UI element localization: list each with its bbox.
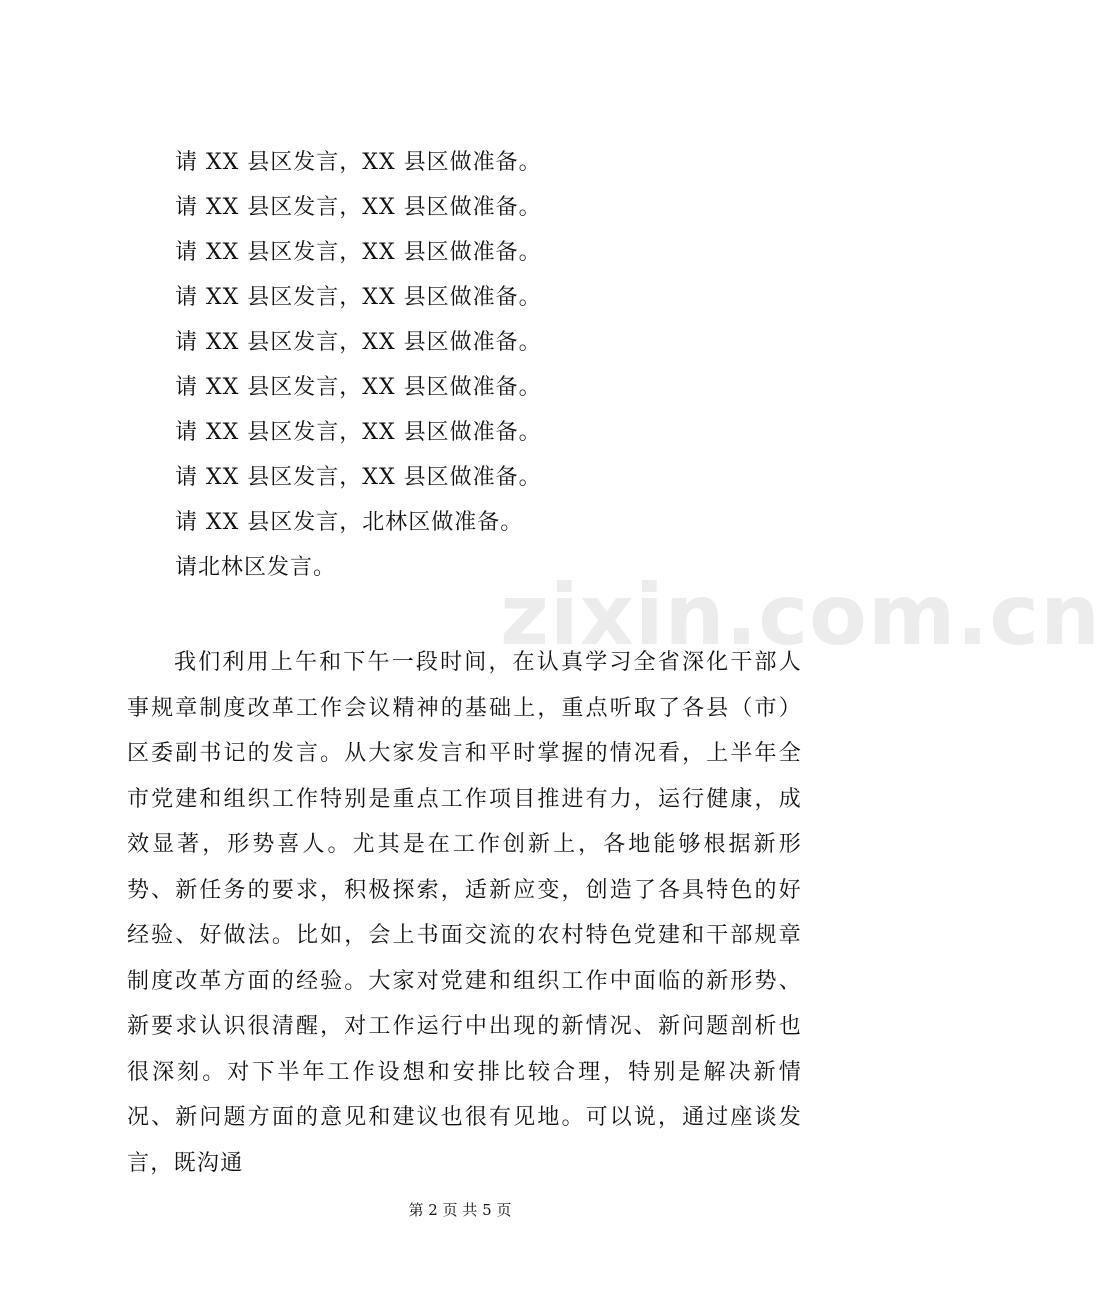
speaker-line: 请 XX 县区发言，XX 县区做准备。	[175, 150, 542, 175]
speaker-line: 请 XX 县区发言，XX 县区做准备。	[175, 375, 542, 400]
speaker-line: 请 XX 县区发言，北林区做准备。	[175, 510, 524, 535]
summary-paragraph: 我们利用上午和下午一段时间，在认真学习全省深化干部人事规章制度改革工作会议精神的基础上，重点听取了各县（市）区委副书记的发言。从大家发言和平时掌握的情况看，上半年全市党建和组织工作特别是重点工作项目推进有力，运行健康，成效显著，形势喜人。尤其是在工作创新上，各地能够根据新形势、新任务的要求，积极探索，适新应变，创造了各具特色的好经验、好做法。比如，会上书面交流的农村特色党建和干部规章制度改革方面的经验。大家对党建和组织工作中面临的新形势、新要求认识很清醒，对工作运行中出现的新情况、新问题剖析也很深刻。对下半年工作设想和安排比较合理，特别是解决新情况、新问题方面的意见和建议也很有见地。可以说，通过座谈发言，既沟通	[127, 650, 802, 1176]
watermark: zixin.com.cn	[500, 566, 1101, 664]
speaker-line: 请 XX 县区发言，XX 县区做准备。	[175, 240, 542, 265]
speaker-line: 请 XX 县区发言，XX 县区做准备。	[175, 195, 542, 220]
speaker-line: 请 XX 县区发言，XX 县区做准备。	[175, 285, 542, 310]
speaker-list	[175, 148, 815, 598]
page-footer: 第 2 页 共 5 页	[408, 1201, 512, 1219]
speaker-line: 请 XX 县区发言，XX 县区做准备。	[175, 465, 542, 490]
speaker-line: 请北林区发言。	[175, 555, 337, 580]
speaker-line: 请 XX 县区发言，XX 县区做准备。	[175, 420, 542, 445]
speaker-line: 请 XX 县区发言，XX 县区做准备。	[175, 330, 542, 355]
